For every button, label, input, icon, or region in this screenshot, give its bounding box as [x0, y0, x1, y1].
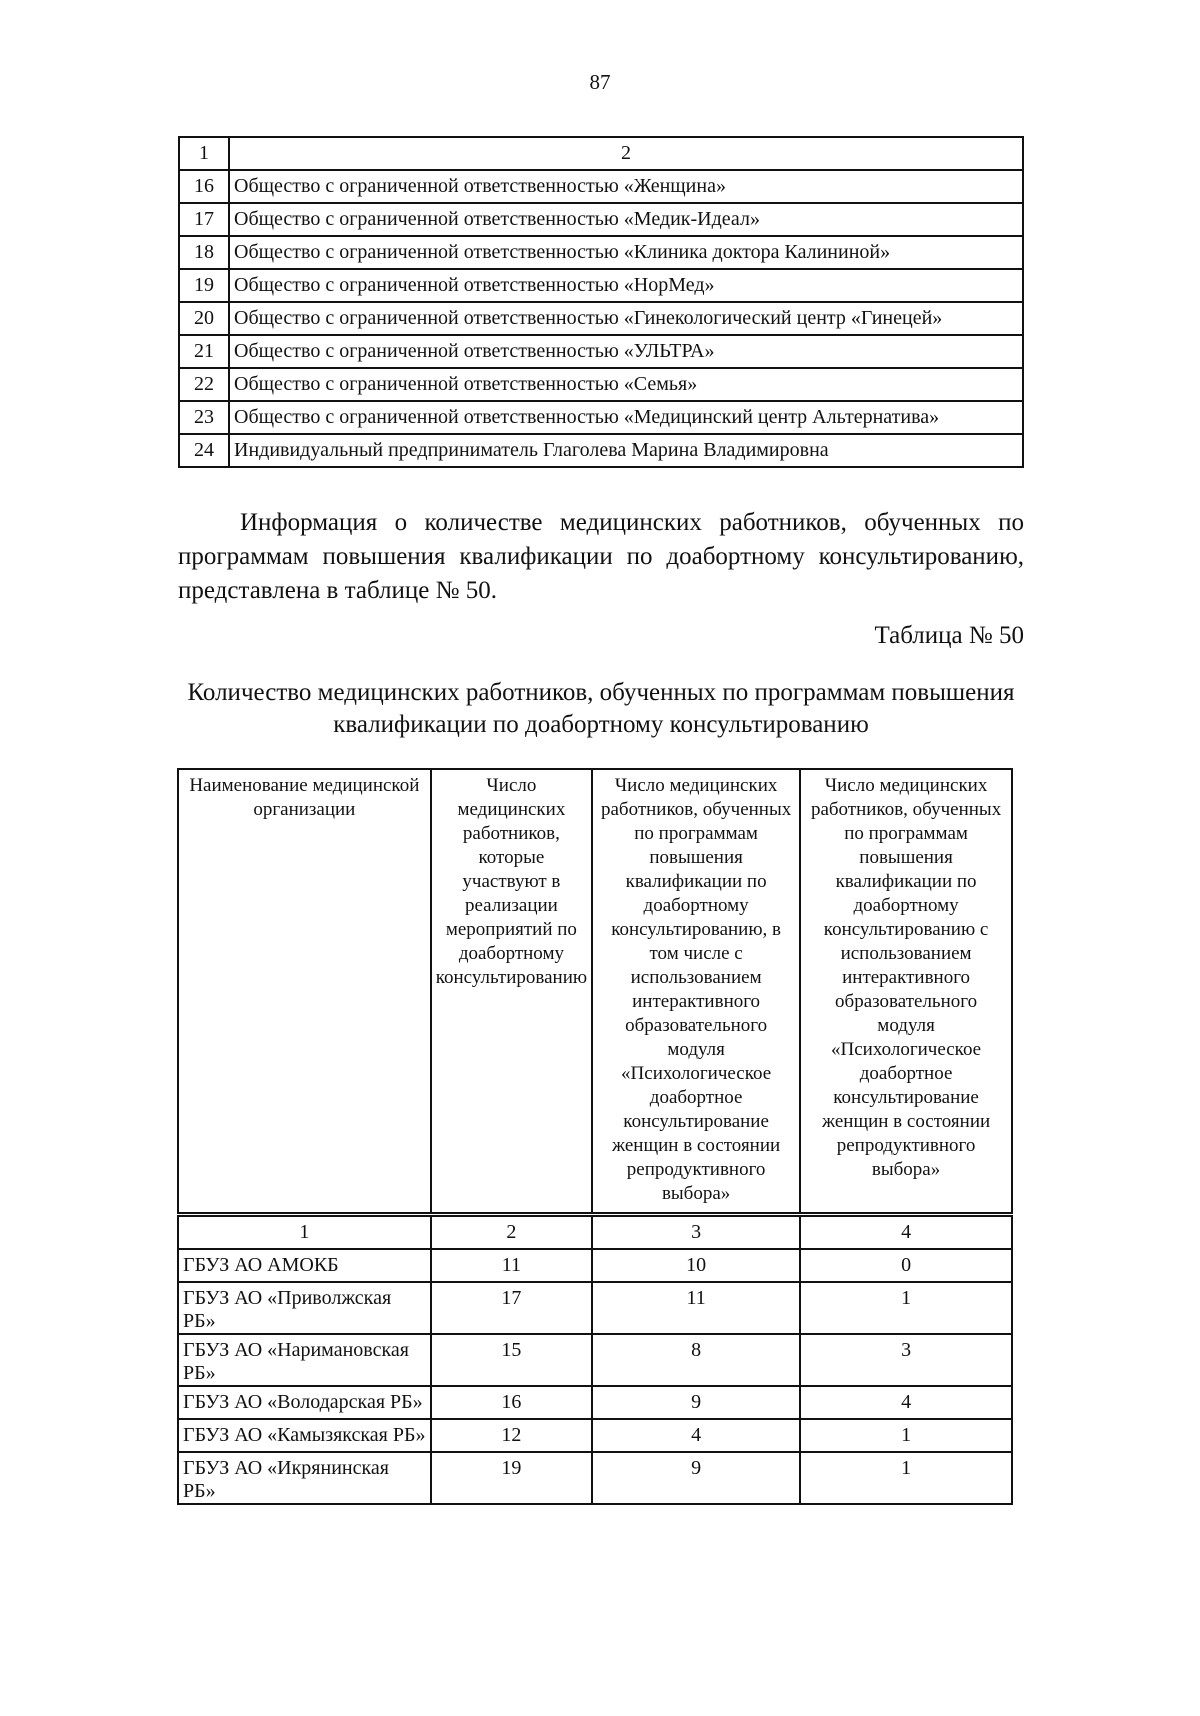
column-number: 2 — [431, 1215, 592, 1250]
table-header-row — [179, 137, 1023, 170]
organization-name: Общество с ограниченной ответственностью «Медицинский центр Альтернатива» — [229, 401, 1023, 434]
table-label: Таблица № 50 — [874, 622, 1024, 649]
row-number: 18 — [179, 236, 229, 269]
row-number: 24 — [179, 434, 229, 467]
organization-name: Общество с ограниченной ответственностью «Медик-Идеал» — [229, 203, 1023, 236]
table-row — [178, 1249, 1012, 1282]
col-number-1: 1 — [179, 137, 229, 170]
col-number-2: 2 — [229, 137, 1023, 170]
row-number: 23 — [179, 401, 229, 434]
row-number: 17 — [179, 203, 229, 236]
participating-count: 19 — [431, 1452, 592, 1504]
organization-name: ГБУЗ АО «Икрянинская РБ» — [178, 1452, 431, 1504]
trained-module-count: 0 — [800, 1249, 1012, 1282]
table-row — [178, 1282, 1012, 1334]
header-trained-incl: Число медицинских работников, обученных по программам повышения квалификации по доабортному консультированию, в том числе с использованием интерактивного образовательного модуля «Психологическое доабортное консультирование женщин в состоянии репродуктивного выбора» — [592, 769, 800, 1215]
table-row — [178, 1386, 1012, 1419]
organization-name: ГБУЗ АО «Наримановская РБ» — [178, 1334, 431, 1386]
table-row — [179, 335, 1023, 368]
row-number: 20 — [179, 302, 229, 335]
trained-incl-module-count: 4 — [592, 1419, 800, 1452]
organization-name: ГБУЗ АО «Приволжская РБ» — [178, 1282, 431, 1334]
table-row — [179, 401, 1023, 434]
trained-module-count: 3 — [800, 1334, 1012, 1386]
participating-count: 16 — [431, 1386, 592, 1419]
info-paragraph: Информация о количестве медицинских работников, обученных по программам повышения квалификации по доабортному консультированию, представлена в таблице № 50. — [178, 509, 1024, 604]
trained-incl-module-count: 9 — [592, 1386, 800, 1419]
table-50 — [177, 768, 1013, 1505]
participating-count: 11 — [431, 1249, 592, 1282]
organization-name: Общество с ограниченной ответственностью «Клиника доктора Калининой» — [229, 236, 1023, 269]
page-number: 87 — [589, 70, 611, 94]
table-row — [178, 1334, 1012, 1386]
table-row — [179, 236, 1023, 269]
organization-name: Общество с ограниченной ответственностью «УЛЬТРА» — [229, 335, 1023, 368]
table-row — [179, 269, 1023, 302]
table-row — [179, 203, 1023, 236]
table-row — [178, 1452, 1012, 1504]
trained-module-count: 1 — [800, 1452, 1012, 1504]
participating-count: 12 — [431, 1419, 592, 1452]
trained-module-count: 1 — [800, 1282, 1012, 1334]
header-organization: Наименование медицинской организации — [178, 769, 431, 1215]
organizations-table — [178, 136, 1024, 468]
organization-name: Общество с ограниченной ответственностью «Семья» — [229, 368, 1023, 401]
row-number: 21 — [179, 335, 229, 368]
row-number: 22 — [179, 368, 229, 401]
organization-name: ГБУЗ АО «Камызякская РБ» — [178, 1419, 431, 1452]
trained-incl-module-count: 10 — [592, 1249, 800, 1282]
organization-name: Индивидуальный предприниматель Глаголева Марина Владимировна — [229, 434, 1023, 467]
column-numbers-row — [178, 1215, 1012, 1250]
organization-name: ГБУЗ АО «Володарская РБ» — [178, 1386, 431, 1419]
table-row — [179, 170, 1023, 203]
table-row — [178, 1419, 1012, 1452]
table-title: Количество медицинских работников, обученных по программам повышения квалификации по доабортному консультированию — [187, 679, 1015, 738]
trained-incl-module-count: 11 — [592, 1282, 800, 1334]
header-participating: Число медицинских работников, которые участвуют в реализации мероприятий по доабортному консультированию — [431, 769, 592, 1215]
table-row — [179, 302, 1023, 335]
organization-name: Общество с ограниченной ответственностью «Гинекологический центр «Гинецей» — [229, 302, 1023, 335]
column-number: 1 — [178, 1215, 431, 1250]
trained-incl-module-count: 8 — [592, 1334, 800, 1386]
column-number: 4 — [800, 1215, 1012, 1250]
participating-count: 15 — [431, 1334, 592, 1386]
participating-count: 17 — [431, 1282, 592, 1334]
column-number: 3 — [592, 1215, 800, 1250]
trained-module-count: 4 — [800, 1386, 1012, 1419]
trained-module-count: 1 — [800, 1419, 1012, 1452]
organization-name: Общество с ограниченной ответственностью «НорМед» — [229, 269, 1023, 302]
header-trained-module: Число медицинских работников, обученных по программам повышения квалификации по доабортному консультированию с использованием интерактивного образовательного модуля «Психологическое доабортное консультирование женщин в состоянии репродуктивного выбора» — [800, 769, 1012, 1215]
table-row — [179, 368, 1023, 401]
organization-name: Общество с ограниченной ответственностью «Женщина» — [229, 170, 1023, 203]
organization-name: ГБУЗ АО АМОКБ — [178, 1249, 431, 1282]
trained-incl-module-count: 9 — [592, 1452, 800, 1504]
row-number: 19 — [179, 269, 229, 302]
row-number: 16 — [179, 170, 229, 203]
table-row — [179, 434, 1023, 467]
